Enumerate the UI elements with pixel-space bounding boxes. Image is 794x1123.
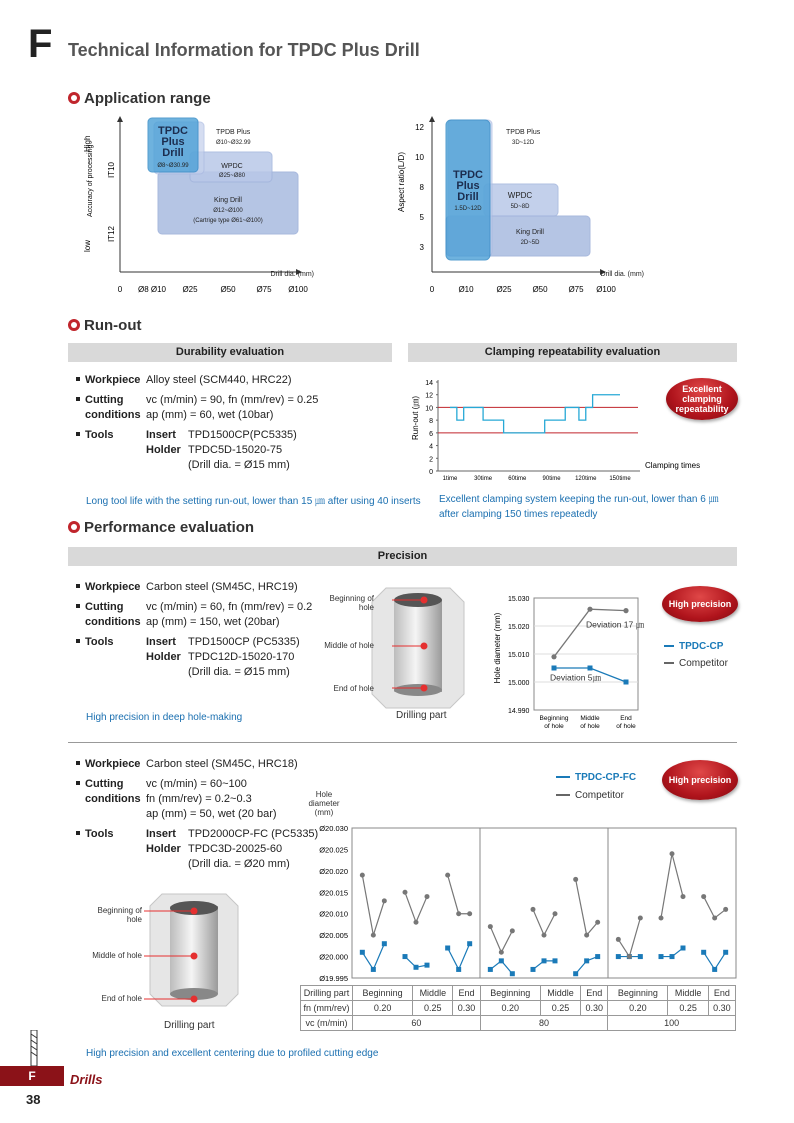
series-line — [576, 879, 598, 935]
section-performance — [68, 519, 254, 536]
data-point — [681, 946, 686, 951]
data-point — [659, 954, 664, 959]
fc-conditions-table: Drilling part Beginning Middle End Beginning Middle End Beginning Middle End fn (mm/rev) 0.20 0.25 0.30 0.20 0.25 0.30 0.20 0.25 0.30 vc (m/min) 60 80 100 — [300, 985, 736, 1031]
series-line — [618, 918, 640, 957]
fc-specs: Workpiece Carbon steel (SM45C, HRC18) Cutting conditions vc (m/min) = 60~100 fn (mm/rev) = 0.2~0.3 ap (mm) = 50, wet (20 bar) Tools Insert TPD2000CP-FC (PC5335) Holder TPDC3D-20025-60 (Drill dia. = Ø20 mm) — [76, 757, 336, 872]
data-point — [456, 911, 461, 916]
data-point — [467, 941, 472, 946]
data-point — [499, 958, 504, 963]
y-tick: Ø20.005 — [319, 931, 348, 941]
series-line — [661, 854, 683, 918]
precision-bar: Precision — [68, 547, 737, 566]
y-axis-label: Hole diameter (mm) — [493, 612, 502, 684]
data-point — [681, 894, 686, 899]
series-line — [450, 395, 620, 433]
data-point — [403, 954, 408, 959]
x-tick: Ø100 — [288, 285, 308, 294]
clamping-chart — [408, 368, 704, 484]
data-point — [573, 971, 578, 976]
fc-y-axis-label: Hole diameter (mm) — [308, 790, 340, 817]
tpdc-range: Ø8~Ø30.99 — [157, 163, 189, 169]
data-point — [360, 950, 365, 955]
x-tick: Ø8 Ø10 — [137, 285, 167, 294]
tpdb-range: 3D~12D — [512, 140, 535, 146]
y-tick: Ø20.020 — [319, 866, 348, 876]
x-tick: Ø100 — [596, 285, 616, 294]
y-tick: 10 — [425, 405, 433, 413]
clamping-bar: Clamping repeatability evaluation — [408, 343, 737, 362]
x-tick: 90time — [542, 476, 561, 482]
y-tick: 15.030 — [508, 596, 530, 603]
fc-chart — [300, 822, 740, 984]
data-point — [712, 916, 717, 921]
x-tick: Ø25 — [496, 285, 512, 294]
y-tick: 14 — [425, 380, 433, 387]
data-point — [382, 898, 387, 903]
y-tick: 12 — [415, 123, 424, 132]
x-tick: 60time — [508, 476, 527, 482]
app-range-chart-aspect — [392, 112, 652, 298]
data-point — [595, 954, 600, 959]
section-run-out — [68, 317, 141, 334]
label-beginning: Beginning of hole — [329, 594, 374, 612]
data-point — [382, 941, 387, 946]
data-point — [723, 907, 728, 912]
series-line — [704, 952, 726, 969]
y-tick: 15.000 — [508, 680, 530, 687]
data-point — [659, 916, 664, 921]
page-number: 38 — [26, 1092, 41, 1107]
wpdc-label: WPDC — [221, 163, 243, 170]
x-tick: of hole — [544, 723, 564, 730]
data-point — [701, 950, 706, 955]
runout-note-left: Long tool life with the setting run-out, lower than 15 ㎛ after using 40 inserts — [86, 496, 421, 507]
section-title: Run-out — [84, 317, 142, 334]
data-point — [467, 911, 472, 916]
x-tick: Ø50 — [532, 285, 548, 294]
data-point — [553, 958, 558, 963]
data-point — [595, 920, 600, 925]
svg-text:Plus: Plus — [161, 136, 185, 148]
x-tick: End — [620, 715, 632, 722]
durability-bar: Durability evaluation — [68, 343, 392, 362]
y-high-label: High — [83, 135, 92, 152]
data-point — [488, 924, 493, 929]
deviation-label: Deviation 17 ㎛ — [586, 619, 645, 630]
data-point — [499, 950, 504, 955]
svg-text:Drill: Drill — [162, 147, 184, 159]
data-point — [531, 967, 536, 972]
x-axis-label: Clamping times — [645, 461, 701, 470]
series-line — [405, 892, 427, 922]
series-line — [554, 609, 626, 657]
series-line — [704, 897, 726, 918]
y-tick: Ø20.010 — [319, 909, 348, 919]
legend-tpdc-cp: TPDC-CP — [664, 641, 723, 652]
footer-tab: F — [0, 1066, 64, 1086]
svg-text:TPDC: TPDC — [453, 169, 483, 181]
data-point — [542, 933, 547, 938]
data-point — [425, 894, 430, 899]
data-point — [670, 954, 675, 959]
section-title: Performance evaluation — [84, 519, 255, 536]
y-low-label: low — [83, 239, 92, 252]
data-point — [510, 928, 515, 933]
data-point — [587, 607, 592, 612]
y-tick: 0 — [429, 469, 433, 476]
high-precision-badge: High precision — [662, 760, 738, 800]
y-tick: 6 — [429, 430, 433, 438]
data-point — [623, 608, 628, 613]
x-tick: Middle — [580, 715, 600, 722]
deviation-label: Deviation 5㎛ — [550, 672, 602, 683]
page-title: Technical Information for TPDC Plus Drill — [68, 40, 420, 60]
section-letter: F — [28, 22, 53, 66]
x-tick: 0 — [117, 285, 123, 294]
data-point — [616, 937, 621, 942]
legend-competitor: Competitor — [664, 658, 728, 669]
series-line — [362, 875, 384, 935]
data-point — [616, 954, 621, 959]
label-beginning: Beginning of hole — [97, 906, 142, 924]
data-point — [584, 958, 589, 963]
x-tick: of hole — [616, 723, 636, 730]
wpdc-box — [484, 184, 558, 216]
data-point — [588, 666, 593, 671]
section-application-range — [68, 90, 211, 107]
label-end: End of hole — [333, 684, 374, 693]
runout-note-right: Excellent clamping system keeping the run-out, lower than 6 ㎛ after clamping 150 times repeatedly — [439, 494, 719, 520]
drilling-part-figure-2 — [136, 888, 246, 1018]
svg-text:Plus: Plus — [456, 180, 480, 192]
x-tick: Ø10 — [458, 285, 474, 294]
y-tick: 12 — [425, 392, 433, 400]
arrow-circle-icon — [68, 92, 80, 104]
x-tick: 0 — [429, 285, 435, 294]
arrow-circle-icon — [68, 319, 80, 331]
y-tick: 15.010 — [508, 652, 530, 659]
data-point — [445, 946, 450, 951]
high-precision-badge: High precision — [662, 586, 738, 622]
section-title: Application range — [84, 90, 211, 107]
tpdb-label: TPDB Plus — [506, 129, 541, 136]
drilling-part-label: Drilling part — [396, 710, 447, 721]
data-point — [553, 911, 558, 916]
x-tick: 1time — [442, 476, 458, 482]
divider — [68, 742, 737, 743]
series-line — [362, 944, 384, 970]
label-end: End of hole — [101, 994, 142, 1003]
x-tick: Ø75 — [568, 285, 584, 294]
data-point — [552, 666, 557, 671]
label-middle: Middle of hole — [324, 641, 374, 650]
king-label: King Drill — [515, 229, 545, 236]
king-range: Ø12~Ø100 — [213, 208, 243, 214]
precision-specs: Workpiece Carbon steel (SM45C, HRC19) Cutting conditions vc (m/min) = 60, fn (mm/rev) = 0.2 ap (mm) = 150, wet (20bar) Tools Insert TPD1500CP (PC5335) Holder TPDC12D-15020-170 (Drill dia. = Ø15 mm) — [76, 580, 336, 680]
king-label: King Drill — [213, 197, 243, 204]
y-tick: 14.990 — [508, 708, 530, 715]
data-point — [701, 894, 706, 899]
y-tick: 5 — [419, 213, 424, 222]
data-point — [723, 950, 728, 955]
precision-note: High precision in deep hole-making — [86, 712, 243, 723]
data-point — [712, 967, 717, 972]
x-tick: Ø50 — [220, 285, 236, 294]
y-tick: Ø20.030 — [319, 824, 348, 833]
y-axis-label: Aspect ratio(L/D) — [397, 151, 406, 213]
x-axis-label: Drill dia. (mm) — [270, 271, 314, 278]
label-middle: Middle of hole — [92, 951, 142, 960]
y-tick: Ø19.995 — [319, 974, 348, 983]
tpdc-range: 1.5D~12D — [454, 206, 482, 212]
y-tick: 15.020 — [508, 624, 530, 631]
data-point — [638, 916, 643, 921]
wpdc-label: WPDC — [507, 191, 533, 200]
king-range: 2D~5D — [520, 240, 540, 246]
wpdc-range: 5D~8D — [510, 204, 530, 210]
data-point — [414, 965, 419, 970]
x-tick: 120time — [575, 476, 597, 482]
x-tick: Beginning — [539, 715, 569, 722]
data-point — [371, 967, 376, 972]
data-point — [414, 920, 419, 925]
svg-text:Drill: Drill — [457, 191, 479, 203]
y-tick: 10 — [415, 153, 424, 162]
x-tick: Ø25 — [182, 285, 198, 294]
data-point — [551, 654, 556, 659]
svg-text:TPDC: TPDC — [158, 125, 188, 137]
drilling-part-label: Drilling part — [164, 1020, 215, 1031]
data-point — [573, 877, 578, 882]
series-line — [533, 909, 555, 935]
it12-label: IT12 — [107, 225, 116, 242]
king-note: (Cartrige type Ø61~Ø100) — [193, 218, 263, 224]
data-point — [584, 933, 589, 938]
tpdb-range: Ø10~Ø32.99 — [216, 140, 251, 146]
y-tick: Ø20.025 — [319, 845, 348, 855]
y-tick: Ø20.000 — [319, 952, 348, 962]
fc-note: High precision and excellent centering due to profiled cutting edge — [86, 1048, 379, 1059]
y-mid-label: Accuracy of processing — [87, 144, 94, 217]
legend-tpdc-cp-fc: TPDC-CP-FC — [556, 772, 636, 783]
y-tick: 4 — [429, 443, 433, 451]
data-point — [624, 680, 629, 685]
y-tick: 8 — [429, 418, 433, 426]
data-point — [542, 958, 547, 963]
data-point — [627, 954, 632, 959]
x-tick: Ø75 — [256, 285, 272, 294]
arrow-circle-icon — [68, 521, 80, 533]
x-tick: of hole — [580, 723, 600, 730]
y-axis-label: Run-out (㎛) — [411, 395, 420, 441]
footer-label: Drills — [70, 1072, 103, 1087]
data-point — [638, 954, 643, 959]
x-tick: 150time — [609, 476, 631, 482]
x-tick: 30time — [474, 476, 493, 482]
it10-label: IT10 — [107, 161, 116, 178]
excellent-clamping-badge: Excellent clamping repeatability — [666, 378, 738, 420]
data-point — [360, 873, 365, 878]
drill-icon — [28, 1030, 40, 1066]
y-tick: 8 — [419, 183, 424, 192]
data-point — [445, 873, 450, 878]
data-point — [403, 890, 408, 895]
data-point — [371, 933, 376, 938]
data-point — [456, 967, 461, 972]
y-tick: 2 — [429, 456, 433, 464]
series-line — [448, 875, 470, 914]
legend-competitor: Competitor — [556, 790, 624, 801]
tpdb-label: TPDB Plus — [216, 129, 251, 136]
y-tick: Ø20.015 — [319, 888, 348, 898]
x-axis-label: Drill dia. (mm) — [600, 271, 644, 278]
series-line — [448, 944, 470, 970]
series-line — [490, 927, 512, 953]
data-point — [425, 963, 430, 968]
data-point — [670, 851, 675, 856]
y-tick: 3 — [419, 243, 424, 252]
wpdc-range: Ø25~Ø80 — [218, 173, 246, 179]
app-range-chart-dia — [78, 112, 318, 298]
data-point — [510, 971, 515, 976]
data-point — [488, 967, 493, 972]
data-point — [531, 907, 536, 912]
runout-specs: Workpiece Alloy steel (SCM440, HRC22) Cutting conditions vc (m/min) = 90, fn (mm/rev) = 0.25 ap (mm) = 60, wet (10bar) Tools Insert TPD1500CP(PC5335) Holder TPDC5D-15020-75 (Drill dia. = Ø15 mm) — [76, 373, 396, 473]
